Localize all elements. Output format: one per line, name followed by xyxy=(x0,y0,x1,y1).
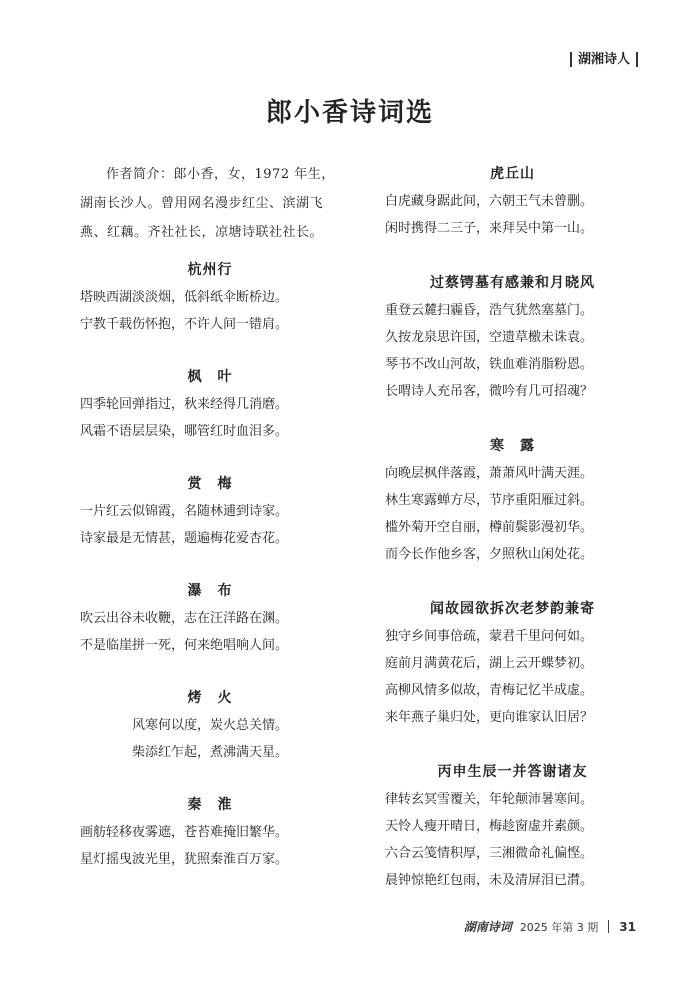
poem xyxy=(385,595,640,731)
poem-line: 高柳风情多似故，青梅记忆半成虚。 xyxy=(385,683,594,698)
poem-line: 久按龙泉思许国，空遗草檄未诛袁。 xyxy=(385,330,594,345)
poem-line: 重登云麓扫霾昏，浩气犹然塞墓门。 xyxy=(385,303,594,318)
poem-line: 律转玄冥雪覆关，年轮颠沛暑寒间。 xyxy=(385,792,594,807)
poem xyxy=(80,363,340,445)
poem xyxy=(385,432,640,568)
poem-line: 来年燕子巢归处，更向谁家认旧居？ xyxy=(385,710,594,725)
poem-line: 林生寒露蝉方尽，节序重阳雁过斜。 xyxy=(385,493,594,508)
journal-name: 湖南诗词 xyxy=(463,920,512,934)
page-title: 郎小香诗词选 xyxy=(265,98,434,128)
poem-line: 吹云出谷未收鞭，志在汪洋路在渊。 xyxy=(80,611,289,626)
poem xyxy=(385,269,640,405)
poem-line: 星灯摇曳波光里，犹照秦淮百万家。 xyxy=(80,852,289,867)
poem-title: 杭州行 xyxy=(187,262,233,278)
poem-line: 晨钟惊艳红包雨，未及清屏泪已潸。 xyxy=(385,873,594,888)
author-intro: 作者简介：郎小香，女，1972 年生，湖南长沙人。曾用网名漫步红尘、滨湖飞燕、红藕。齐社社长，凉塘诗联社社长。 xyxy=(80,167,335,240)
poem-line: 风霜不语层层染，哪管红时血泪多。 xyxy=(80,424,289,439)
poem-title: 过蔡锷墓有感兼和月晓风 xyxy=(430,275,595,291)
poem-line: 闲时携得二三子，来拜吴中第一山。 xyxy=(385,221,594,236)
poem-title: 闻故园欲拆次老梦韵兼寄 xyxy=(430,601,595,617)
poem xyxy=(385,758,640,894)
poem-line: 槛外菊开空自丽，樽前鬓影漫初华。 xyxy=(385,520,594,535)
right-poem-list xyxy=(385,160,640,894)
poem-title: 丙申生辰一并答谢诸友 xyxy=(437,764,588,780)
poem-line: 塔映西湖淡淡烟，低斜纸伞断桥边。 xyxy=(80,290,289,305)
poem-title: 赏 梅 xyxy=(187,476,233,492)
left-poem-list xyxy=(80,256,340,873)
poem-title: 秦 淮 xyxy=(187,797,233,813)
poem-title: 烤 火 xyxy=(187,690,233,706)
poem-line: 白虎藏身踞此间，六朝王气未曾删。 xyxy=(385,194,594,209)
poem-title: 寒 露 xyxy=(490,438,535,454)
poem-line: 向晚层枫伴落霞，萧萧风叶满天涯。 xyxy=(385,466,594,481)
poem xyxy=(80,470,340,552)
poem xyxy=(80,256,340,338)
poem-line: 画舫轻移夜雾遮，苍苔难掩旧繁华。 xyxy=(80,825,289,840)
issue-label: 2025 年第 3 期 xyxy=(519,920,599,934)
page-number: 31 xyxy=(619,919,636,934)
section-tag: 湖湘诗人 xyxy=(570,52,638,67)
poem-line: 而今长作他乡客，夕照秋山闲处花。 xyxy=(385,547,594,562)
poem-title: 枫 叶 xyxy=(187,369,233,385)
poem-line: 风寒何以度，炭火总关情。 xyxy=(131,718,288,733)
poem-line: 琴书不改山河故，铁血难消脂粉恩。 xyxy=(385,357,594,372)
poem-line: 四季轮回弹指过，秋来经得几消磨。 xyxy=(80,397,289,412)
poem xyxy=(80,684,340,766)
poem xyxy=(385,160,640,242)
poem-title: 虎丘山 xyxy=(490,166,535,182)
poem xyxy=(80,791,340,873)
right-column xyxy=(385,160,640,894)
poem-line: 不是临崖拼一死，何来绝唱响人间。 xyxy=(80,638,289,653)
poem-line: 六合云笺情积厚，三湘微命礼偏悭。 xyxy=(385,846,594,861)
poem-line: 长喟诗人充吊客，微吟有几可招魂？ xyxy=(385,384,594,399)
poem-line: 一片红云似锦霞，名随林逋到诗家。 xyxy=(80,504,289,519)
left-column xyxy=(80,160,340,873)
poem-line: 天怜人瘦开晴日，梅趁窗虚并素颜。 xyxy=(385,819,594,834)
poem-line: 诗家最是无情甚，题遍梅花爱杏花。 xyxy=(80,531,289,546)
page-footer xyxy=(464,918,636,935)
poem-line: 庭前月满黄花后，湖上云开蝶梦初。 xyxy=(385,656,594,671)
poem xyxy=(80,577,340,659)
poem-line: 柴添红乍起，煮沸满天星。 xyxy=(131,745,288,760)
poem-line: 宁教千载伤怀抱，不许人间一错肩。 xyxy=(80,317,289,332)
poem-title: 瀑 布 xyxy=(187,583,233,599)
footer-divider xyxy=(608,920,609,933)
poem-line: 独守乡间事倍疏，蒙君千里问何如。 xyxy=(385,629,594,644)
